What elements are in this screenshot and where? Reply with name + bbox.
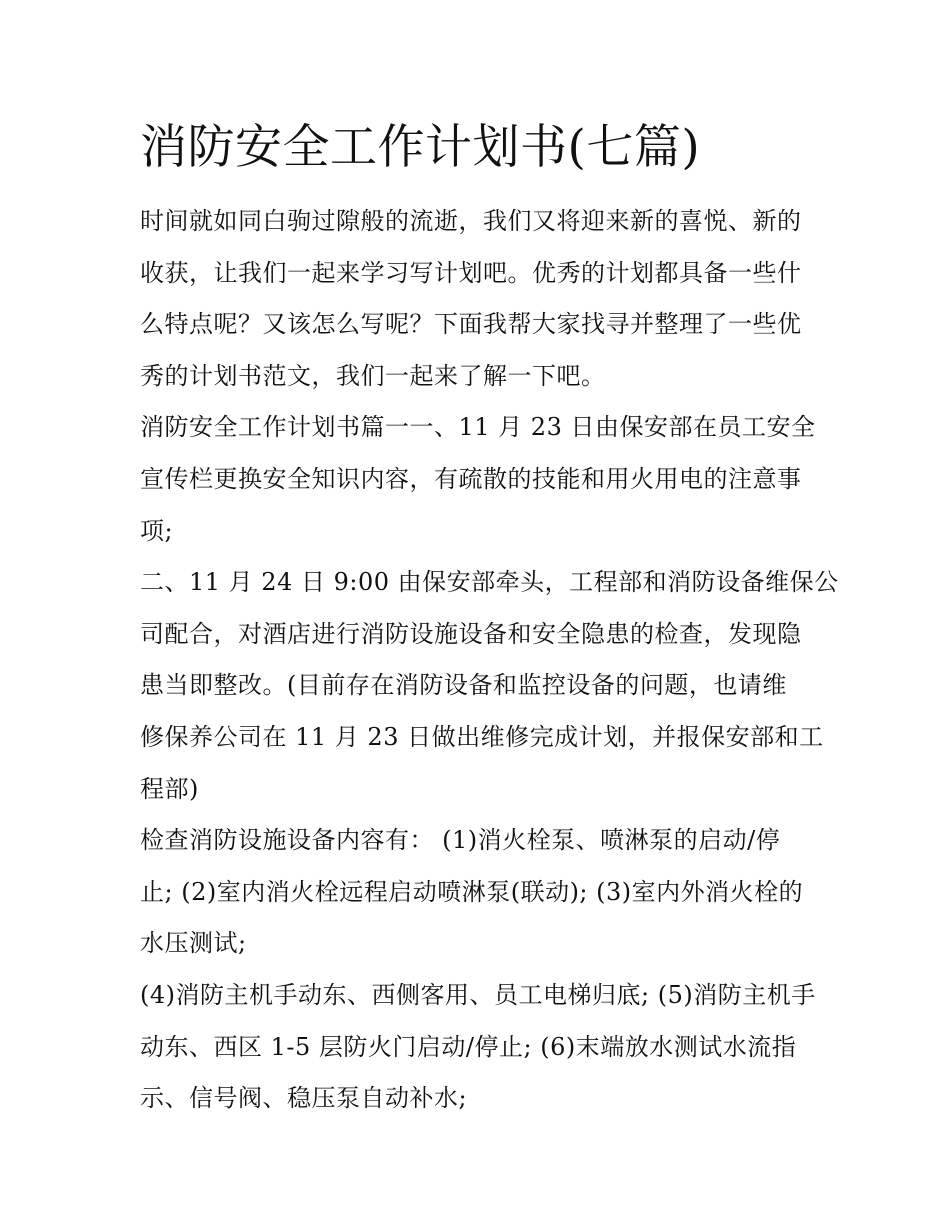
text-line: 程部) xyxy=(140,774,199,803)
text-line: 止; (2)室内消火栓远程启动喷淋泵(联动); (3)室内外消火栓的 xyxy=(140,877,804,906)
text-line: 秀的计划书范文，我们一起来了解一下吧。 xyxy=(140,361,606,390)
paragraph-inspection-items-continued xyxy=(140,970,815,1125)
text-line: 水压测试; xyxy=(140,929,247,958)
paragraph-section-one xyxy=(140,402,815,557)
paragraph-section-two xyxy=(140,557,839,815)
text-line: 时间就如同白驹过隙般的流逝，我们又将迎来新的喜悦、新的 xyxy=(140,207,802,235)
document-body xyxy=(140,196,839,1125)
text-line: (4)消防主机手动东、西侧客用、员工电梯归底; (5)消防主机手 xyxy=(140,980,816,1009)
text-line: 消防安全工作计划书篇一一、11 月 23 日由保安部在员工安全 xyxy=(140,413,816,442)
paragraph-inspection-items xyxy=(140,815,815,970)
text-line: 动东、西区 1-5 层防火门启动/停止; (6)末端放水测试水流指 xyxy=(140,1032,797,1061)
text-line: 患当即整改。(目前存在消防设备和监控设备的问题，也请维 xyxy=(140,671,787,700)
text-line: 收获，让我们一起来学习写计划吧。优秀的计划都具备一些什 xyxy=(140,258,802,287)
document-title: 消防安全工作计划书(七篇) xyxy=(140,120,701,175)
text-line: 修保养公司在 11 月 23 日做出维修完成计划，并报保安部和工 xyxy=(140,722,824,751)
text-line: 项; xyxy=(140,516,174,545)
paragraph-intro xyxy=(140,196,815,402)
text-line: 示、信号阀、稳压泵自动补水; xyxy=(140,1084,468,1113)
text-line: 检查消防设施设备内容有： (1)消火栓泵、喷淋泵的启动/停 xyxy=(140,826,781,855)
text-line: 司配合，对酒店进行消防设施设备和安全隐患的检查，发现隐 xyxy=(140,619,802,648)
text-line: 宣传栏更换安全知识内容，有疏散的技能和用火用电的注意事 xyxy=(140,464,802,493)
text-line: 二、11 月 24 日 9:00 由保安部牵头，工程部和消防设备维保公 xyxy=(140,568,839,597)
text-line: 么特点呢？又该怎么写呢？下面我帮大家找寻并整理了一些优 xyxy=(140,310,802,339)
